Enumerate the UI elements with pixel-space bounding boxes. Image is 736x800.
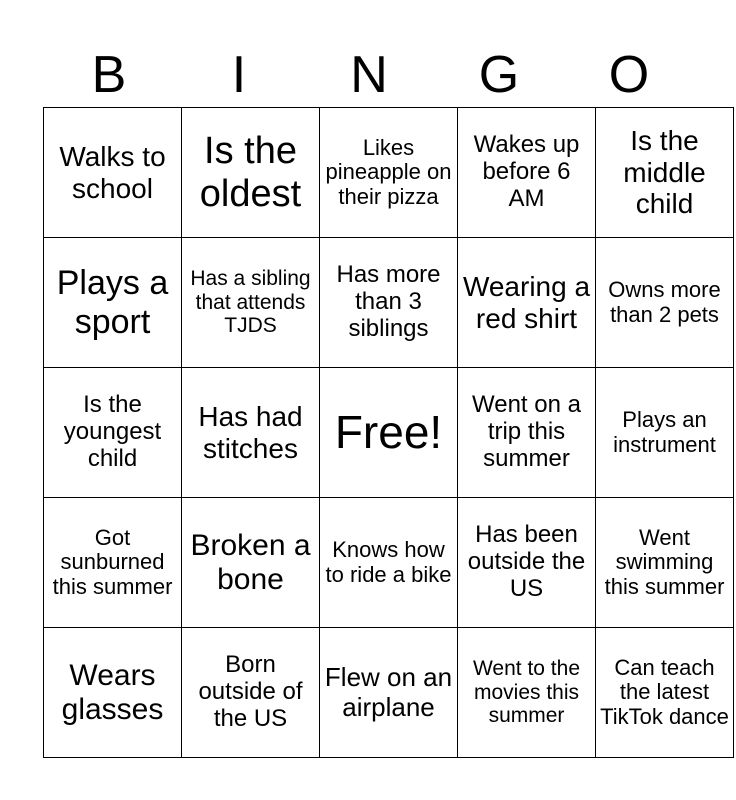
- bingo-square[interactable]: Is the middle child: [596, 108, 734, 238]
- bingo-square[interactable]: Can teach the latest TikTok dance: [596, 628, 734, 758]
- board-row: [44, 108, 734, 238]
- header-letter-n: N: [350, 46, 388, 104]
- header-letter-o: O: [608, 46, 650, 104]
- bingo-square[interactable]: Went to the movies this summer: [458, 628, 596, 758]
- bingo-square[interactable]: Born outside of the US: [182, 628, 320, 758]
- bingo-square[interactable]: Walks to school: [44, 108, 182, 238]
- bingo-square[interactable]: Plays an instrument: [596, 368, 734, 498]
- bingo-square[interactable]: Went on a trip this summer: [458, 368, 596, 498]
- bingo-square[interactable]: Is the oldest: [182, 108, 320, 238]
- bingo-square[interactable]: Went swimming this summer: [596, 498, 734, 628]
- bingo-square[interactable]: Has a sibling that attends TJDS: [182, 238, 320, 368]
- board-row: [44, 628, 734, 758]
- bingo-square[interactable]: Wears glasses: [44, 628, 182, 758]
- bingo-square[interactable]: Wearing a red shirt: [458, 238, 596, 368]
- bingo-square[interactable]: Owns more than 2 pets: [596, 238, 734, 368]
- header-letter-b: B: [91, 46, 127, 104]
- bingo-square[interactable]: Plays a sport: [44, 238, 182, 368]
- board-row: [44, 498, 734, 628]
- bingo-square[interactable]: Got sunburned this summer: [44, 498, 182, 628]
- header-letter-g: G: [478, 46, 520, 104]
- bingo-square[interactable]: Knows how to ride a bike: [320, 498, 458, 628]
- free-square[interactable]: Free!: [320, 368, 458, 498]
- board-row: [44, 238, 734, 368]
- board-row: [44, 368, 734, 498]
- bingo-square[interactable]: Broken a bone: [182, 498, 320, 628]
- bingo-header: [44, 44, 694, 106]
- bingo-square[interactable]: Has been outside the US: [458, 498, 596, 628]
- bingo-square[interactable]: Is the youngest child: [44, 368, 182, 498]
- bingo-square[interactable]: Wakes up before 6 AM: [458, 108, 596, 238]
- bingo-square[interactable]: Has more than 3 siblings: [320, 238, 458, 368]
- bingo-square[interactable]: Likes pineapple on their pizza: [320, 108, 458, 238]
- header-letter-i: I: [231, 46, 247, 104]
- bingo-square[interactable]: Flew on an airplane: [320, 628, 458, 758]
- bingo-square[interactable]: Has had stitches: [182, 368, 320, 498]
- bingo-board: [43, 107, 734, 758]
